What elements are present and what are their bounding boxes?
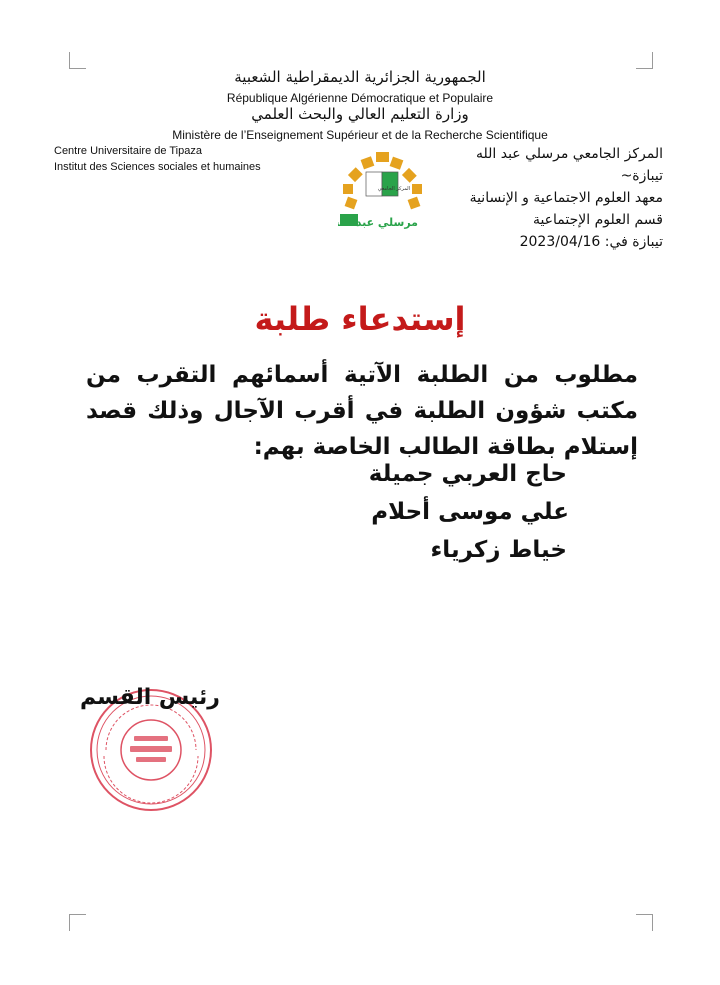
date-line (470, 231, 663, 253)
crop-mark-top-right (636, 52, 653, 69)
signature-label: رئيس القسم (80, 685, 220, 710)
header-ministry-french: Ministère de l’Enseignement Supérieur et de la Recherche Scientifique (172, 128, 548, 142)
institution-name-arabic: المركز الجامعي مرسلي عبد الله (475, 146, 663, 162)
institution-name-french: Centre Universitaire de Tipaza (54, 145, 202, 157)
date-value: 2023/04/16 (519, 234, 601, 250)
logo-caption-top: المركز الجامعي (377, 186, 410, 192)
crop-mark-bottom-right (636, 914, 653, 931)
crop-mark-top-left (69, 52, 86, 69)
header-republic-arabic: الجمهورية الجزائرية الديمقراطية الشعبية (234, 68, 486, 86)
student-list (369, 455, 567, 569)
document-title: إستدعاء طلبة (254, 300, 466, 338)
student-name: حاج العربي جميلة (368, 461, 567, 487)
institution-block-arabic (470, 143, 663, 253)
university-logo (338, 150, 430, 236)
city-arabic: تيبازة~ (620, 168, 663, 184)
institute-name-french: Institut des Sciences sociales et humaines (54, 161, 261, 173)
department-name-arabic: قسم العلوم الإجتماعية (532, 212, 663, 228)
institute-name-arabic: معهد العلوم الاجتماعية و الإنسانية (469, 190, 663, 206)
crop-mark-bottom-left (69, 914, 86, 931)
header-republic-french: République Algérienne Démocratique et Populaire (226, 91, 494, 105)
date-label: تيبازة في: (604, 234, 663, 250)
summons-body: مطلوب من الطلبة الآتية أسمائهم التقرب من مكتب شؤون الطلبة في أقرب الآجال وذلك قصد إستلام بطاقة الطالب الخاصة بهم: (86, 362, 638, 460)
header-ministry-arabic: وزارة التعليم العالي والبحث العلمي (251, 105, 469, 123)
student-name: علي موسى أحلام (371, 499, 569, 525)
institution-block-french (54, 143, 261, 175)
logo-caption-bottom: مرسلي عبد الله (338, 216, 418, 229)
university-logo-graphic (338, 150, 430, 236)
student-name: خياط زكرياء (430, 537, 567, 563)
